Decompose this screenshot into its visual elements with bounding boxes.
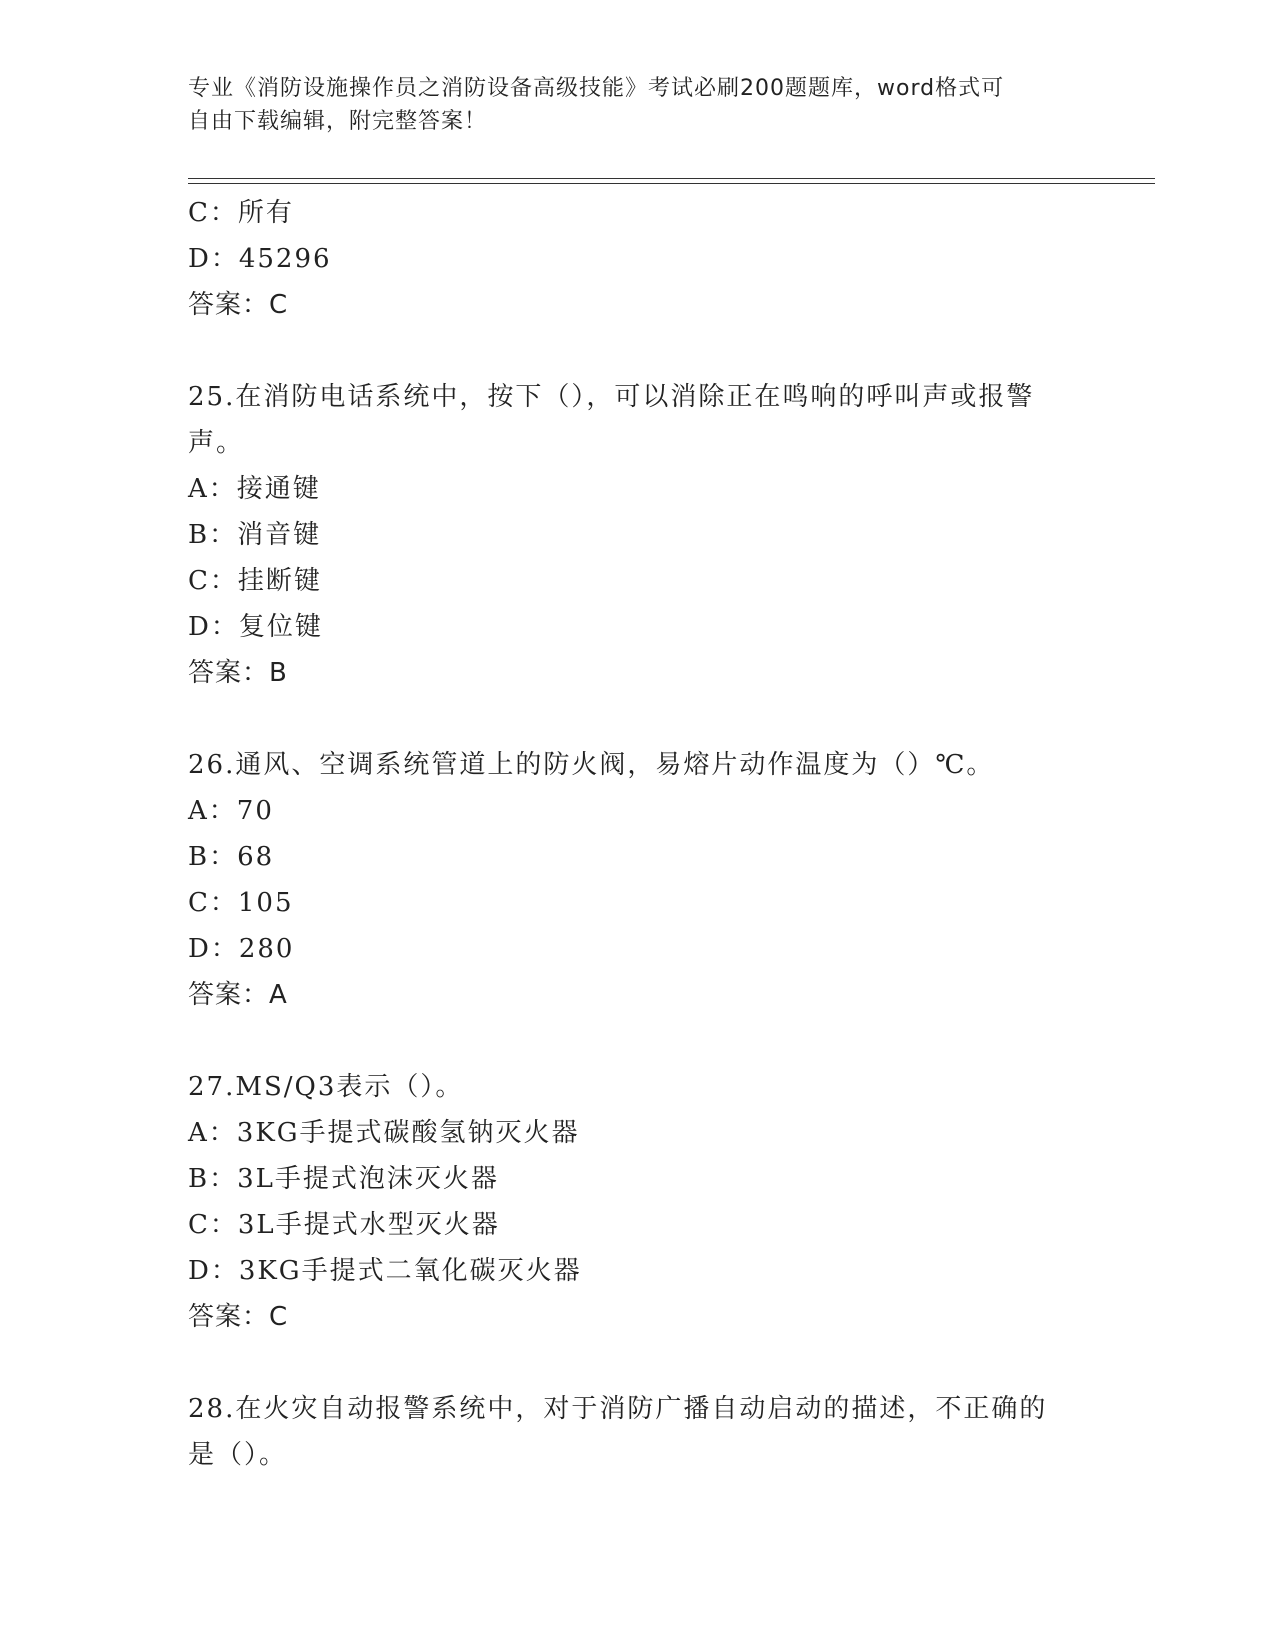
answer: 答案：B	[188, 658, 288, 688]
header-divider-top	[188, 178, 1155, 179]
answer: 答案：C	[188, 1302, 289, 1332]
question-27	[188, 1064, 1078, 1340]
spacer	[188, 328, 1088, 374]
document-header	[188, 72, 1068, 138]
question-stem: 26.通风、空调系统管道上的防火阀，易熔片动作温度为（）℃。	[188, 750, 995, 780]
question-stem-continued: 声。	[188, 428, 245, 458]
header-line-1: 专业《消防设施操作员之消防设备高级技能》考试必刷200题题库，word格式可	[188, 76, 1005, 101]
prev-option-c: C：所有	[188, 198, 294, 228]
question-stem: 28.在火灾自动报警系统中，对于消防广播自动启动的描述，不正确的	[188, 1394, 1048, 1424]
option-a: A：接通键	[188, 474, 321, 504]
option-c: C：105	[188, 888, 294, 918]
prev-answer: 答案：C	[188, 290, 289, 320]
header-divider-bottom	[188, 183, 1155, 184]
spacer	[188, 696, 1088, 742]
answer: 答案：A	[188, 980, 288, 1010]
header-line-2: 自由下载编辑，附完整答案！	[188, 109, 488, 134]
option-d: D：280	[188, 934, 295, 964]
option-a: A：3KG手提式碳酸氢钠灭火器	[188, 1118, 580, 1148]
option-d: D：复位键	[188, 612, 323, 642]
question-26	[188, 742, 1078, 1018]
spacer	[188, 1340, 1088, 1386]
option-d: D：3KG手提式二氧化碳灭火器	[188, 1256, 582, 1286]
option-c: C：3L手提式水型灭火器	[188, 1210, 500, 1240]
option-b: B：68	[188, 842, 275, 872]
question-25	[188, 374, 1078, 696]
question-content	[188, 190, 1088, 1478]
prev-option-d: D：45296	[188, 244, 332, 274]
question-stem-continued: 是（）。	[188, 1440, 288, 1470]
question-stem: 25.在消防电话系统中，按下（），可以消除正在鸣响的呼叫声或报警	[188, 382, 1035, 412]
option-b: B：消音键	[188, 520, 322, 550]
spacer	[188, 1018, 1088, 1064]
question-28	[188, 1386, 1078, 1478]
option-c: C：挂断键	[188, 566, 322, 596]
question-stem: 27.MS/Q3表示（）。	[188, 1072, 464, 1102]
option-b: B：3L手提式泡沫灭火器	[188, 1164, 499, 1194]
option-a: A：70	[188, 796, 274, 826]
